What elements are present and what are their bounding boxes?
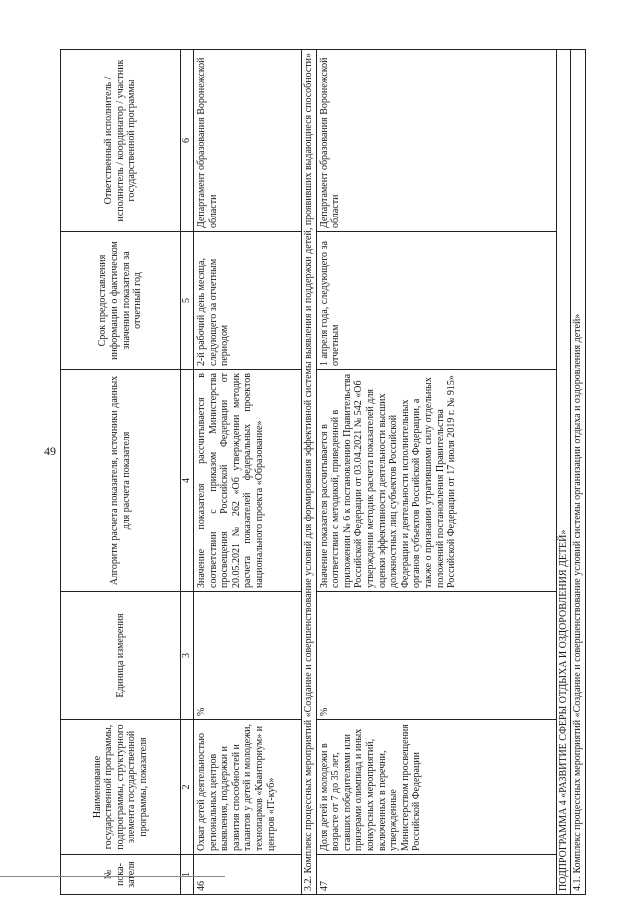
header-name: Наименование государственной программы, подпрограммы, структурного элемента государственной программы, показателя — [61, 720, 181, 855]
header-algorithm: Алгоритм расчета показателя, источники данных для расчета показателя — [61, 370, 181, 592]
col-number: 2 — [181, 720, 194, 855]
section-3-2-title: 3.2. Комплекс процессных мероприятий «Создание и совершенствование условий для формирования эффективной системы выявления и поддержки детей, проявивших выдающиеся способности» — [302, 50, 317, 895]
indicator-algorithm: Значение показателя рассчитывается в соответствии с приказом Министерства просвещения Российской Федерации от 20.05.2021 № 262 «Об утверждении методик расчета показателей федеральных проектов национального проекта «Образование» — [194, 370, 302, 592]
page-number: 49 — [44, 444, 56, 458]
indicator-responsible: Департамент образования Воронежской области — [194, 50, 302, 232]
indicator-deadline: 2-й рабочий день месяца, следующего за отчетным периодом — [194, 232, 302, 370]
col-number: 1 — [181, 855, 194, 895]
indicator-algorithm: Значение показателя рассчитывается в соответствии с методикой, приведенной в приложении № 6 к постановлению Правительства Российской Федерации от 03.04.2021 № 542 «Об утверждении методик расчета показателей для оценки эффективности деятельности высших должностных лиц субъектов Российской Федерации и деятельности исполнительных органов субъектов Российской Федерации, а также о признании утратившими силу отдельных положений постановления Правительства Российской Федерации от 17 июля 2019 г. № 915» — [316, 370, 556, 592]
section-row — [571, 50, 586, 895]
section-row — [302, 50, 317, 895]
col-number: 4 — [181, 370, 194, 592]
indicator-unit: % — [316, 592, 556, 720]
row-number: 46 — [194, 855, 302, 895]
column-numbers-row — [181, 50, 194, 895]
table-row — [194, 50, 302, 895]
indicators-table — [60, 49, 586, 895]
subprogram-4-title: ПОДПРОГРАММА 4 «РАЗВИТИЕ СФЕРЫ ОТДЫХА И ОЗДОРОВЛЕНИЯ ДЕТЕЙ» — [556, 50, 571, 895]
rotated-page-content — [60, 50, 630, 895]
indicator-unit: % — [194, 592, 302, 720]
footer-divider — [0, 876, 225, 877]
header-responsible: Ответственный исполнитель / исполнитель / координатор / участник государственной программы — [61, 50, 181, 232]
indicator-responsible: Департамент образования Воронежской области — [316, 50, 556, 232]
row-number: 47 — [316, 855, 556, 895]
col-number: 6 — [181, 50, 194, 232]
header-number: № пока-зателя — [61, 855, 181, 895]
indicator-name: Охват детей деятельностью региональных центров выявления, поддержки и развития способностей и талантов у детей и молодежи, технопарков «Кванториум» и центров «IT-куб» — [194, 720, 302, 855]
table-row — [316, 50, 556, 895]
col-number: 3 — [181, 592, 194, 720]
col-number: 5 — [181, 232, 194, 370]
section-4-1-title: 4.1. Комплекс процессных мероприятий «Создание и совершенствование условий системы организации отдыха и оздоровления детей» — [571, 50, 586, 895]
header-deadline: Срок предоставления информации о фактическом значении показателя за отчетный год — [61, 232, 181, 370]
indicator-name: Доля детей и молодежи в возрасте от 7 до 35 лет, ставших победителями или призерами олимпиад и иных конкурсных мероприятий, включенных в перечни, утвержденные Министерством просвещения Российской Федерации — [316, 720, 556, 855]
indicator-deadline: 1 апреля года, следующего за отчетным — [316, 232, 556, 370]
header-unit: Единица измерения — [61, 592, 181, 720]
section-row — [556, 50, 571, 895]
table-header-row — [61, 50, 181, 895]
